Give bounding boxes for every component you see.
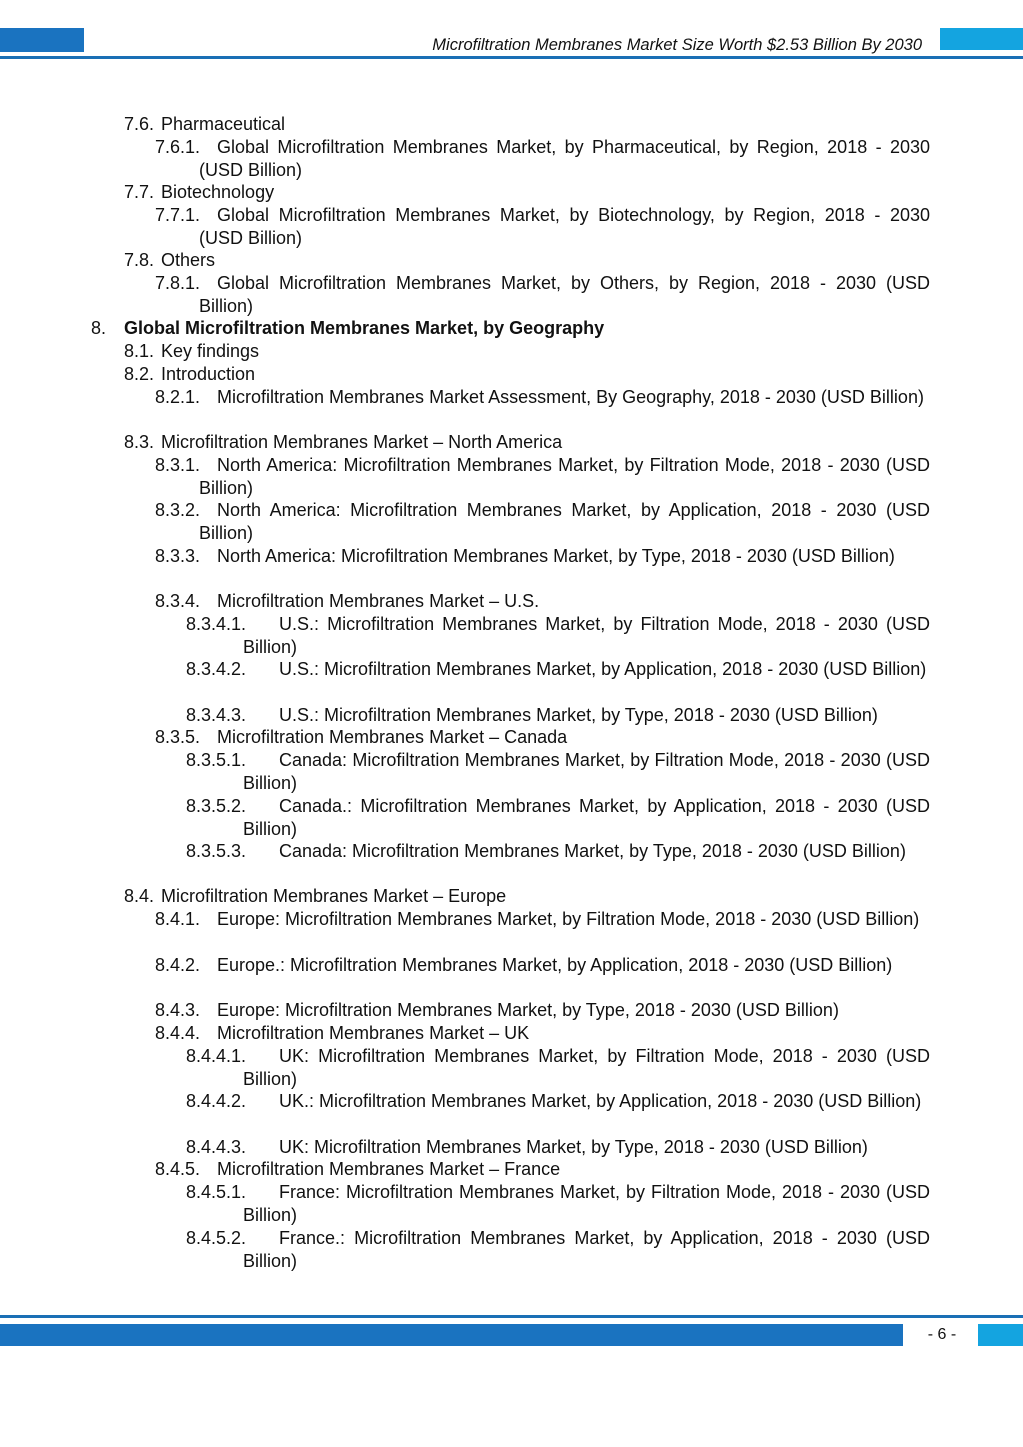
toc-entry: [155, 908, 930, 931]
toc-text: Pharmaceutical: [161, 114, 286, 134]
toc-text: Microfiltration Membranes Market – North America: [161, 432, 563, 452]
toc-number: 8.2.: [124, 364, 155, 384]
toc-number: 8.4.5.1.: [186, 1182, 247, 1202]
toc-number: 7.6.1.: [155, 137, 201, 157]
toc-number: 8.4.3.: [155, 1000, 201, 1020]
toc-entry: [155, 1022, 930, 1045]
toc-number: 8.3.1.: [155, 455, 201, 475]
toc-entry: [186, 795, 930, 840]
toc-text: France.: Microfiltration Membranes Market, by Application, 2018 - 2030 (USD Billion): [243, 1228, 930, 1271]
toc-text: Microfiltration Membranes Market – Canada: [217, 727, 568, 747]
toc-entry: [124, 181, 930, 204]
toc-number: 8.3.: [124, 432, 155, 452]
toc-number: 8.4.2.: [155, 955, 201, 975]
toc-number: 8.3.5.: [155, 727, 201, 747]
toc-text: Microfiltration Membranes Market – France: [217, 1159, 561, 1179]
toc-entry: [155, 454, 930, 499]
toc-text: Introduction: [161, 364, 256, 384]
toc-text: Canada.: Microfiltration Membranes Market, by Application, 2018 - 2030 (USD Billion): [243, 796, 930, 839]
toc-entry: [155, 136, 930, 181]
toc-text: Others: [161, 250, 216, 270]
toc-entry: [186, 658, 930, 681]
toc-text: Europe.: Microfiltration Membranes Market, by Application, 2018 - 2030 (USD Billion): [217, 955, 893, 975]
toc-text: Europe: Microfiltration Membranes Market, by Type, 2018 - 2030 (USD Billion): [217, 1000, 839, 1020]
toc-text: North America: Microfiltration Membranes Market, by Type, 2018 - 2030 (USD Billion): [217, 546, 895, 566]
toc-number: 7.8.: [124, 250, 155, 270]
header-title: Microfiltration Membranes Market Size Worth $2.53 Billion By 2030: [432, 36, 922, 54]
toc-text: Microfiltration Membranes Market – Europe: [161, 886, 507, 906]
toc-entry: [124, 431, 930, 454]
toc-number: 7.6.: [124, 114, 155, 134]
toc-text: Europe: Microfiltration Membranes Market, by Filtration Mode, 2018 - 2030 (USD Billion): [217, 909, 920, 929]
toc-entry: [124, 885, 930, 908]
toc-number: 7.8.1.: [155, 273, 201, 293]
toc-entry: [186, 1136, 930, 1159]
toc-text: U.S.: Microfiltration Membranes Market, by Filtration Mode, 2018 - 2030 (USD Billion): [243, 614, 930, 657]
footer-rule: [0, 1315, 1023, 1318]
toc-text: Canada: Microfiltration Membranes Market, by Type, 2018 - 2030 (USD Billion): [279, 841, 906, 861]
toc-number: 8.4.4.: [155, 1023, 201, 1043]
toc-text: Global Microfiltration Membranes Market, by Pharmaceutical, by Region, 2018 - 2030 (USD Billion): [199, 137, 930, 180]
toc-entry: [124, 249, 930, 272]
toc-number: 8.4.: [124, 886, 155, 906]
toc-text: Global Microfiltration Membranes Market, by Biotechnology, by Region, 2018 - 2030 (USD Billion): [199, 205, 930, 248]
toc-number: 8.3.5.1.: [186, 750, 247, 770]
toc-entry: [155, 954, 930, 977]
toc-number: 8.3.4.: [155, 591, 201, 611]
toc-number: 8.3.5.3.: [186, 841, 247, 861]
toc-text: Global Microfiltration Membranes Market, by Geography: [124, 318, 605, 338]
toc-entry: [186, 1227, 930, 1272]
toc-entry: [155, 386, 930, 409]
toc-entry: [186, 1045, 930, 1090]
toc-text: North America: Microfiltration Membranes Market, by Filtration Mode, 2018 - 2030 (USD Billion): [199, 455, 930, 498]
toc-text: Microfiltration Membranes Market Assessment, By Geography, 2018 - 2030 (USD Billion): [217, 387, 924, 407]
toc-number: 7.7.1.: [155, 205, 201, 225]
toc-entry: [155, 545, 930, 568]
toc-number: 8.3.4.3.: [186, 705, 247, 725]
toc-text: Global Microfiltration Membranes Market, by Others, by Region, 2018 - 2030 (USD Billion): [199, 273, 930, 316]
toc-text: Key findings: [161, 341, 260, 361]
toc-entry: [124, 363, 930, 386]
toc-text: Canada: Microfiltration Membranes Market, by Filtration Mode, 2018 - 2030 (USD Billion): [243, 750, 930, 793]
toc-number: 8.4.1.: [155, 909, 201, 929]
toc-number: 8.4.4.3.: [186, 1137, 247, 1157]
toc-text: UK.: Microfiltration Membranes Market, by Application, 2018 - 2030 (USD Billion): [279, 1091, 922, 1111]
toc-section-heading: [91, 317, 930, 340]
toc-entry: [155, 726, 930, 749]
header-rule: [0, 56, 1023, 59]
toc-entry: [186, 1181, 930, 1226]
toc-number: 8.3.3.: [155, 546, 201, 566]
toc-number: 8.2.1.: [155, 387, 201, 407]
page-number: - 6 -: [927, 1326, 957, 1343]
toc-entry: [186, 613, 930, 658]
toc-number: 7.7.: [124, 182, 155, 202]
footer-bar: [0, 1324, 903, 1346]
toc-entry: [124, 113, 930, 136]
toc-text: North America: Microfiltration Membranes Market, by Application, 2018 - 2030 (USD Billion): [199, 500, 930, 543]
toc-entry: [155, 1158, 930, 1181]
toc-entry: [124, 340, 930, 363]
toc-text: Biotechnology: [161, 182, 275, 202]
toc-number: 8.4.5.2.: [186, 1228, 247, 1248]
toc-text: UK: Microfiltration Membranes Market, by Type, 2018 - 2030 (USD Billion): [279, 1137, 868, 1157]
toc-number: 8.1.: [124, 341, 155, 361]
toc-entry: [186, 1090, 930, 1113]
toc-entry: [186, 749, 930, 794]
toc-text: U.S.: Microfiltration Membranes Market, by Application, 2018 - 2030 (USD Billion): [279, 659, 927, 679]
toc-text: Microfiltration Membranes Market – UK: [217, 1023, 530, 1043]
toc-entry: [155, 999, 930, 1022]
toc-number: 8.3.2.: [155, 500, 201, 520]
toc-entry: [186, 704, 930, 727]
toc-number: 8.3.4.2.: [186, 659, 247, 679]
toc-number: 8.4.5.: [155, 1159, 201, 1179]
footer-accent-right: [978, 1324, 1023, 1346]
toc-entry: [155, 590, 930, 613]
header-accent-left: [0, 28, 84, 52]
toc-entry: [155, 499, 930, 544]
toc-number: 8.: [91, 318, 107, 338]
toc-number: 8.4.4.2.: [186, 1091, 247, 1111]
toc-entry: [186, 840, 930, 863]
toc-text: UK: Microfiltration Membranes Market, by Filtration Mode, 2018 - 2030 (USD Billion): [243, 1046, 930, 1089]
toc-number: 8.3.5.2.: [186, 796, 247, 816]
toc-text: France: Microfiltration Membranes Market, by Filtration Mode, 2018 - 2030 (USD Billion): [243, 1182, 930, 1225]
toc-entry: [155, 272, 930, 317]
toc-text: U.S.: Microfiltration Membranes Market, by Type, 2018 - 2030 (USD Billion): [279, 705, 878, 725]
toc-number: 8.4.4.1.: [186, 1046, 247, 1066]
toc-text: Microfiltration Membranes Market – U.S.: [217, 591, 540, 611]
toc-number: 8.3.4.1.: [186, 614, 247, 634]
header-accent-right: [940, 28, 1023, 50]
toc-entry: [155, 204, 930, 249]
